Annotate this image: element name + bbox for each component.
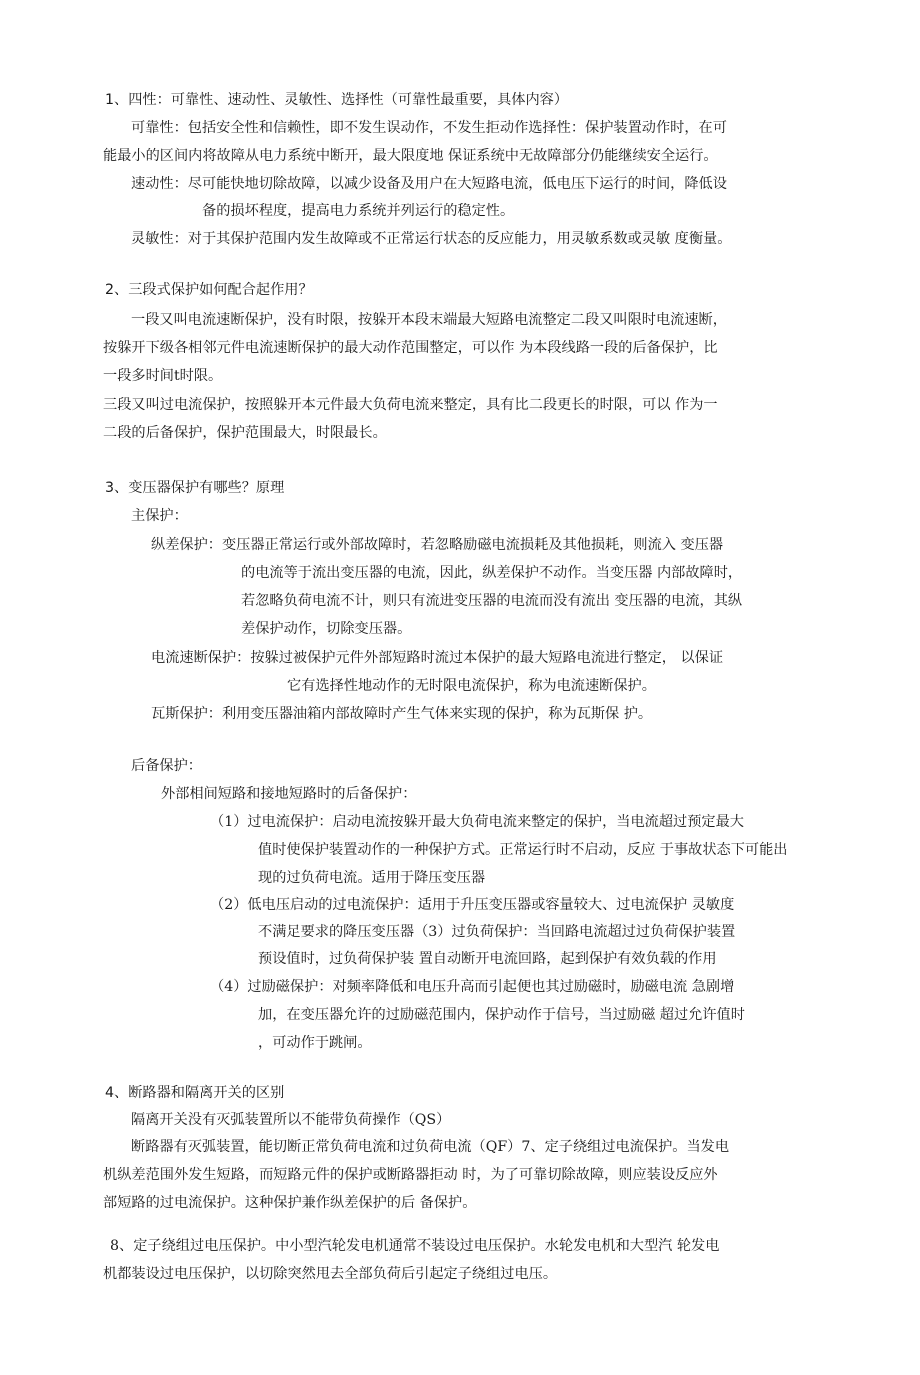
breaker-text-line-2: 机纵差范围外发生短路，而短路元件的保护或断路器拒动 时，为了可靠切除故障，则应装设反应外 xyxy=(103,1167,718,1183)
breaker-text-line-1: 断路器有灭弧装置，能切断正常负荷电流和过负荷电流（QF）7、定子绕组过电流保护。当发电 xyxy=(131,1139,730,1155)
section-1-heading: 1、四性：可靠性、速动性、灵敏性、选择性（可靠性最重要，具体内容） xyxy=(105,92,569,108)
three-stage-p1-line-2: 按躲开下级各相邻元件电流速断保护的最大动作范围整定，可以作 为本段线路一段的后备保护，比 xyxy=(103,340,718,356)
reliability-text-line-1: 可靠性：包括安全性和信赖性，即不发生误动作，不发生拒动作选择性：保护装置动作时，在可 xyxy=(131,120,727,136)
speed-text-line-1: 速动性：尽可能快地切除故障，以减少设备及用户在大短路电流，低电压下运行的时间，降低设 xyxy=(131,176,727,192)
external-fault-label: 外部相间短路和接地短路时的后备保护： xyxy=(161,786,417,802)
item-4-line-2: 加，在变压器允许的过励磁范围内，保护动作于信号，当过励磁 超过允许值时 xyxy=(258,1007,745,1023)
three-stage-p1-line-3: 一段多时间t时限。 xyxy=(103,368,223,384)
reliability-text-line-2: 能最小的区间内将故障从电力系统中断开，最大限度地 保证系统中无故障部分仍能继续安全运行。 xyxy=(103,148,718,164)
backup-protection-label: 后备保护： xyxy=(131,758,202,774)
differential-line-3: 若忽略负荷电流不计，则只有流进变压器的电流而没有流出 变压器的电流，其纵 xyxy=(241,593,743,609)
section-8-line-1: 8、定子绕组过电压保护。中小型汽轮发电机通常不装设过电压保护。水轮发电机和大型汽 轮发电 xyxy=(110,1238,720,1254)
section-2-heading: 2、三段式保护如何配合起作用？ xyxy=(105,282,313,298)
disconnector-text: 隔离开关没有灭弧装置所以不能带负荷操作（QS） xyxy=(131,1112,451,1128)
three-stage-p2-line-1: 三段又叫过电流保护，按照躲开本元件最大负荷电流来整定，具有比二段更长的时限，可以 作为一 xyxy=(103,397,718,413)
item-4-line-1: （4）过励磁保护：对频率降低和电压升高而引起便也其过励磁时，励磁电流 急剧增 xyxy=(210,979,735,995)
item-2-line-2: 不满足要求的降压变压器（3）过负荷保护：当回路电流超过过负荷保护装置 xyxy=(258,924,736,940)
differential-line-2: 的电流等于流出变压器的电流，因此，纵差保护不动作。当变压器 内部故障时， xyxy=(241,565,743,581)
instantaneous-line-1: 电流速断保护：按躲过被保护元件外部短路时流过本保护的最大短路电流进行整定， 以保证 xyxy=(151,650,724,666)
sensitivity-text: 灵敏性：对于其保护范围内发生故障或不正常运行状态的反应能力，用灵敏系数或灵敏 度衡量。 xyxy=(131,231,732,247)
gas-protection-text: 瓦斯保护：利用变压器油箱内部故障时产生气体来实现的保护，称为瓦斯保 护。 xyxy=(151,706,653,722)
instantaneous-line-2: 它有选择性地动作的无时限电流保护，称为电流速断保护。 xyxy=(287,678,656,694)
section-3-heading: 3、变压器保护有哪些？原理 xyxy=(105,480,285,496)
three-stage-p2-line-2: 二段的后备保护，保护范围最大，时限最长。 xyxy=(103,425,387,441)
differential-line-4: 差保护动作，切除变压器。 xyxy=(241,621,412,637)
speed-text-line-2: 备的损坏程度，提高电力系统并列运行的稳定性。 xyxy=(202,203,515,219)
differential-line-1: 纵差保护：变压器正常运行或外部故障时，若忽略励磁电流损耗及其他损耗，则流入 变压器 xyxy=(151,537,724,553)
item-1-line-2: 值时使保护装置动作的一种保护方式。正常运行时不启动，反应 于事故状态下可能出 xyxy=(258,842,788,858)
item-1-line-3: 现的过负荷电流。适用于降压变压器 xyxy=(258,870,486,886)
three-stage-p1-line-1: 一段又叫电流速断保护，没有时限，按躲开本段末端最大短路电流整定二段又叫限时电流速断， xyxy=(131,312,727,328)
section-8-line-2: 机都装设过电压保护，以切除突然甩去全部负荷后引起定子绕组过电压。 xyxy=(103,1266,558,1282)
item-1-line-1: （1）过电流保护：启动电流按躲开最大负荷电流来整定的保护，当电流超过预定最大 xyxy=(210,814,744,830)
main-protection-label: 主保护： xyxy=(131,508,188,524)
breaker-text-line-3: 部短路的过电流保护。这种保护兼作纵差保护的后 备保护。 xyxy=(103,1195,477,1211)
item-2-line-3: 预设值时，过负荷保护装 置自动断开电流回路，起到保护有效负载的作用 xyxy=(258,951,717,967)
item-4-line-3: ，可动作于跳闸。 xyxy=(258,1035,372,1051)
item-2-line-1: （2）低电压启动的过电流保护：适用于升压变压器或容量较大、过电流保护 灵敏度 xyxy=(210,897,735,913)
section-4-heading: 4、断路器和隔离开关的区别 xyxy=(105,1085,285,1101)
